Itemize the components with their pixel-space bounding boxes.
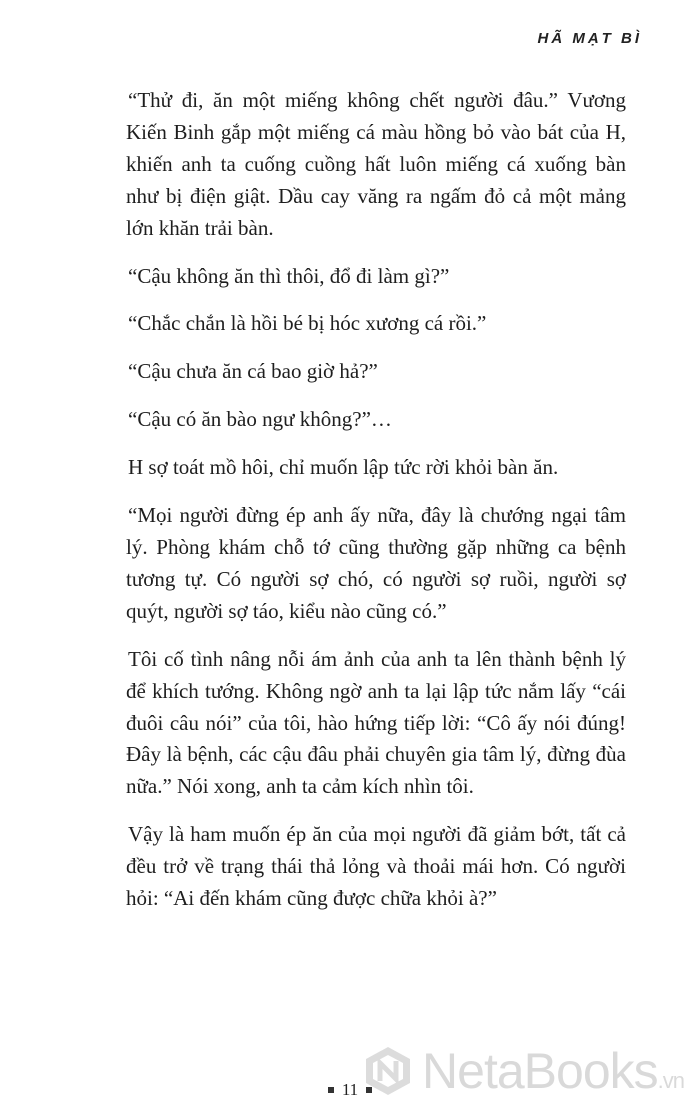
- paragraph: “Thử đi, ăn một miếng không chết người đâu.” Vương Kiến Binh gắp một miếng cá màu hồng bỏ vào bát của H, khiến anh ta cuống cuồng hất luôn miếng cá xuống bàn như bị điện giật. Dầu cay văng ra ngấm đỏ cả một mảng lớn khăn trải bàn.: [126, 88, 626, 240]
- left-dot-icon: [328, 1087, 334, 1093]
- paragraph: H sợ toát mồ hôi, chỉ muốn lập tức rời khỏi bàn ăn.: [128, 455, 559, 480]
- watermark-brand: NetaBooks: [422, 1043, 658, 1099]
- paragraph: Tôi cố tình nâng nỗi ám ảnh của anh ta lên thành bệnh lý để khích tướng. Không ngờ anh ta lại lập tức nắm lấy “cái đuôi câu nói” của tôi, hào hứng tiếp lời: “Cô ấy nói đúng! Đây là bệnh, các cậu đâu phải chuyên gia tâm lý, đừng đùa nữa.” Nói xong, anh ta cảm kích nhìn tôi.: [126, 646, 626, 799]
- paragraph: “Cậu chưa ăn cá bao giờ hả?”: [128, 359, 378, 384]
- watermark-tld: .vn: [657, 1068, 684, 1093]
- paragraph: “Cậu không ăn thì thôi, đổ đi làm gì?”: [128, 263, 450, 288]
- page-body: [126, 85, 626, 915]
- paragraph: “Chắc chắn là hồi bé bị hóc xương cá rồi.”: [128, 311, 487, 336]
- paragraph: “Cậu có ăn bào ngư không?”…: [128, 407, 392, 432]
- running-header: HÃ MẠT BÌ: [537, 30, 642, 47]
- paragraph: Vậy là ham muốn ép ăn của mọi người đã giảm bớt, tất cả đều trở về trạng thái thả lỏng và thoải mái hơn. Có người hỏi: “Ai đến khám cũng được chữa khỏi à?”: [126, 822, 626, 911]
- netabooks-logo-icon: [362, 1045, 414, 1097]
- paragraph: “Mọi người đừng ép anh ấy nữa, đây là chướng ngại tâm lý. Phòng khám chỗ tớ cũng thường gặp những ca bệnh tương tự. Có người sợ chó, có người sợ ruồi, người sợ quýt, người sợ táo, kiểu nào cũng có.”: [126, 503, 626, 623]
- watermark-text: [422, 1042, 684, 1100]
- watermark: [362, 1042, 684, 1100]
- page-number-label: 11: [341, 1080, 359, 1099]
